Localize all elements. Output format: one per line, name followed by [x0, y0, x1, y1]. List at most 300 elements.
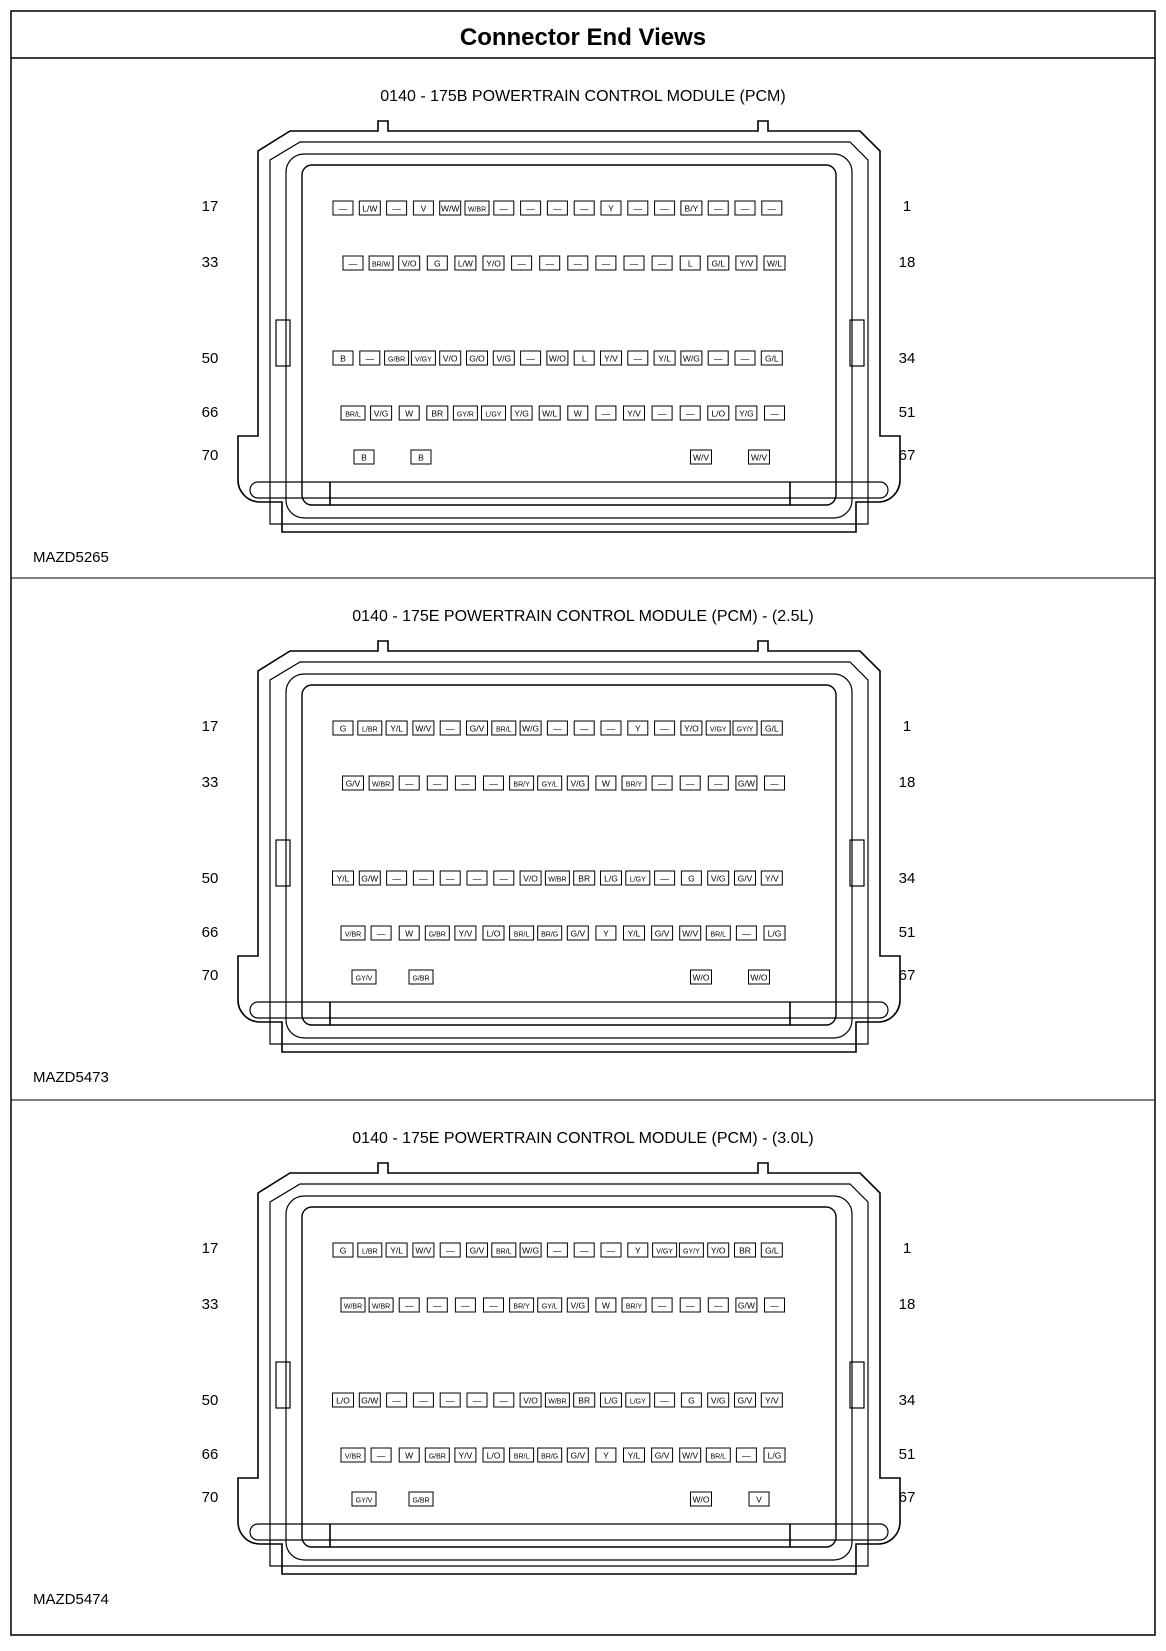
- wire-color-label: G/V: [345, 778, 361, 789]
- pin-number-right: 51: [898, 924, 916, 941]
- wire-color-label: W/L: [766, 258, 783, 269]
- wire-color-label: G/L: [711, 258, 726, 269]
- pin-cavity: [413, 1393, 433, 1407]
- wire-color-label: G/W: [361, 1395, 379, 1406]
- wire-color-label: G/V: [570, 1450, 586, 1461]
- pin-cavity: [467, 871, 487, 885]
- pin-cavity: [574, 1393, 595, 1407]
- wire-color-label: W/V: [682, 928, 699, 939]
- pin-cavity: [399, 776, 419, 790]
- pin-cavity: [343, 256, 363, 270]
- mounting-flange: [250, 482, 888, 498]
- wire-color-label: L/G: [767, 1450, 782, 1461]
- pin-number-left: 17: [201, 198, 219, 215]
- wire-color-label: V/GY: [709, 726, 727, 734]
- pin-cavity: [601, 1393, 622, 1407]
- wire-color-label: GY/V: [355, 975, 373, 983]
- wire-color-label: —: [472, 1395, 482, 1406]
- pin-cavity: [440, 201, 461, 215]
- pin-cavity: [733, 721, 757, 735]
- wire-color-label: BR: [431, 408, 444, 419]
- pin-number-right: 67: [898, 447, 916, 464]
- pin-cavity: [574, 201, 594, 215]
- wire-color-label: L/G: [767, 928, 782, 939]
- pin-cavity: [736, 776, 757, 790]
- figure-id: MAZD5473: [33, 1069, 109, 1086]
- pin-cavity: [761, 1243, 782, 1257]
- pin-cavity: [708, 1298, 728, 1312]
- pin-cavity: [538, 776, 562, 790]
- pin-cavity: [455, 1298, 475, 1312]
- side-latch: [276, 320, 290, 366]
- pin-cavity: [652, 776, 672, 790]
- wire-color-label: G/O: [469, 353, 485, 364]
- wire-color-label: —: [740, 353, 750, 364]
- pin-number-left: 66: [201, 924, 219, 941]
- pin-cavity: [465, 201, 489, 215]
- pin-cavity: [601, 201, 621, 215]
- pin-cavity: [735, 1393, 756, 1407]
- pin-cavity: [706, 926, 730, 940]
- wire-color-label: —: [499, 203, 509, 214]
- pin-cavity: [652, 926, 673, 940]
- pin-cavity: [545, 871, 569, 885]
- wire-color-label: Y: [603, 928, 609, 939]
- wire-color-label: —: [419, 873, 428, 884]
- pin-cavity: [413, 721, 434, 735]
- pin-cavity: [341, 926, 365, 940]
- wire-color-label: G/BR: [412, 975, 430, 983]
- side-latch: [276, 1362, 290, 1408]
- pin-cavity: [736, 256, 757, 270]
- wire-color-label: Y/L: [336, 873, 350, 884]
- pin-cavity: [626, 871, 650, 885]
- pin-cavity: [369, 256, 393, 270]
- pin-cavity: [493, 351, 514, 365]
- connector-housing: [238, 1163, 900, 1574]
- wire-color-label: W: [573, 408, 582, 419]
- connector-title: 0140 - 175B POWERTRAIN CONTROL MODULE (PCM): [380, 88, 786, 105]
- pin-number-right: 1: [902, 718, 912, 735]
- pin-cavity: [413, 201, 433, 215]
- pin-cavity: [358, 1243, 382, 1257]
- pin-cavity: [652, 1448, 673, 1462]
- wire-color-label: —: [770, 778, 779, 789]
- wire-color-label: Y/L: [627, 928, 641, 939]
- pin-number-right: 1: [902, 198, 912, 215]
- pin-cavity: [749, 1492, 769, 1506]
- wire-color-label: G: [433, 258, 441, 269]
- pin-number-left: 33: [201, 774, 219, 791]
- wire-color-label: Y/V: [627, 408, 641, 419]
- wire-color-label: W: [601, 778, 610, 789]
- pin-cavity: [681, 721, 702, 735]
- wire-color-label: —: [579, 1245, 589, 1256]
- housing-inner-rim: [270, 142, 868, 524]
- wire-color-label: G/W: [737, 778, 755, 789]
- wire-color-label: —: [713, 203, 723, 214]
- pin-cavity: [427, 776, 447, 790]
- wire-color-label: —: [606, 723, 616, 734]
- pin-cavity: [708, 1243, 729, 1257]
- wire-color-label: —: [740, 203, 750, 214]
- wire-color-label: BR/L: [513, 931, 530, 939]
- wire-color-label: BR/L: [496, 1248, 512, 1256]
- wire-color-label: L/O: [486, 928, 501, 939]
- pin-cavity: [601, 871, 622, 885]
- pin-cavity: [455, 1448, 476, 1462]
- pin-cavity: [520, 871, 541, 885]
- wire-color-label: —: [499, 873, 509, 884]
- wire-color-label: G/V: [469, 723, 485, 734]
- pin-cavity: [484, 776, 504, 790]
- pin-number-right: 34: [898, 350, 916, 367]
- pin-cavity: [545, 1393, 569, 1407]
- pin-number-left: 66: [201, 1446, 219, 1463]
- pin-cavity: [453, 406, 477, 420]
- wire-color-label: W/V: [682, 1450, 699, 1461]
- housing-inner-rim: [270, 1184, 868, 1566]
- wire-color-label: —: [445, 1245, 455, 1256]
- wire-color-label: G/V: [654, 928, 670, 939]
- pin-cavity: [440, 1393, 460, 1407]
- pin-cavity: [387, 1393, 407, 1407]
- wire-color-label: —: [517, 258, 526, 269]
- pin-cavity: [568, 256, 588, 270]
- wire-color-label: —: [657, 258, 667, 269]
- pin-cavity: [511, 406, 532, 420]
- pin-cavity: [399, 1298, 419, 1312]
- pin-cavity: [655, 1393, 675, 1407]
- pin-cavity: [354, 450, 374, 464]
- pin-cavity: [358, 721, 382, 735]
- pin-cavity: [510, 926, 534, 940]
- pin-cavity: [369, 776, 393, 790]
- wire-color-label: G/V: [570, 928, 586, 939]
- pin-cavity: [708, 406, 729, 420]
- wire-color-label: BR/L: [710, 931, 727, 939]
- connector-title: 0140 - 175E POWERTRAIN CONTROL MODULE (PCM) - (3.0L): [352, 1130, 814, 1147]
- wire-color-label: —: [433, 1300, 442, 1311]
- wire-color-label: GY/Y: [683, 1248, 700, 1256]
- wire-color-label: B/Y: [684, 203, 699, 214]
- wire-color-label: Y: [634, 1245, 641, 1256]
- wire-color-label: —: [472, 873, 482, 884]
- wire-color-label: BR/W: [371, 261, 391, 269]
- pin-cavity: [371, 406, 392, 420]
- pin-cavity: [440, 351, 461, 365]
- pin-cavity: [567, 1298, 588, 1312]
- wire-color-label: BR/G: [541, 1453, 559, 1461]
- wire-color-label: L: [581, 353, 587, 364]
- pin-cavity: [765, 776, 785, 790]
- pin-cavity: [708, 256, 729, 270]
- wire-color-label: —: [526, 203, 535, 214]
- pin-number-left: 17: [201, 718, 219, 735]
- wire-color-label: BR: [578, 1395, 591, 1406]
- pin-cavity: [413, 871, 433, 885]
- pin-cavity: [764, 256, 785, 270]
- pin-cavity: [761, 871, 782, 885]
- pin-cavity: [652, 406, 672, 420]
- wire-color-label: BR: [578, 873, 591, 884]
- pin-cavity: [736, 1448, 756, 1462]
- wire-color-label: L/G: [604, 873, 618, 884]
- wire-color-label: B: [340, 353, 346, 364]
- pin-cavity: [601, 1243, 621, 1257]
- wire-color-label: BR/Y: [625, 1303, 643, 1311]
- wire-color-label: —: [433, 778, 442, 789]
- pin-cavity: [681, 1393, 701, 1407]
- pin-cavity: [409, 1492, 433, 1506]
- pin-number-right: 18: [898, 774, 916, 791]
- pin-cavity: [567, 1448, 588, 1462]
- connector-housing: [238, 641, 900, 1052]
- wire-color-label: L/BR: [362, 726, 378, 734]
- wire-color-label: —: [499, 1395, 509, 1406]
- housing-outer: [238, 1163, 900, 1574]
- pin-cavity: [680, 1448, 701, 1462]
- pin-cavity: [484, 1298, 504, 1312]
- pin-number-left: 50: [201, 350, 219, 367]
- pin-cavity: [601, 351, 622, 365]
- wire-color-label: W/V: [415, 723, 432, 734]
- wire-color-label: Y/L: [390, 723, 403, 734]
- wire-color-label: Y/O: [684, 723, 699, 734]
- wire-color-label: BR/Y: [513, 1303, 530, 1311]
- pin-cavity: [411, 450, 431, 464]
- wire-color-label: G/W: [361, 873, 379, 884]
- pin-cavity: [427, 256, 447, 270]
- pin-cavity: [455, 776, 475, 790]
- wire-color-label: —: [601, 258, 611, 269]
- pin-cavity: [761, 721, 782, 735]
- wire-color-label: G/BR: [412, 1497, 430, 1505]
- pin-cavity: [467, 351, 488, 365]
- pin-cavity: [761, 351, 782, 365]
- wire-color-label: —: [657, 408, 667, 419]
- wire-color-label: V/O: [523, 873, 538, 884]
- wire-color-label: W: [405, 1450, 414, 1461]
- wire-color-label: —: [633, 203, 643, 214]
- wire-color-label: —: [445, 723, 455, 734]
- pin-cavity: [520, 1393, 541, 1407]
- pin-cavity: [411, 351, 435, 365]
- pin-cavity: [652, 1298, 672, 1312]
- side-latch: [276, 840, 290, 886]
- pin-cavity: [333, 721, 353, 735]
- pin-cavity: [520, 721, 541, 735]
- wire-color-label: —: [660, 873, 669, 884]
- pin-cavity: [359, 871, 380, 885]
- pin-cavity: [427, 1298, 447, 1312]
- pin-cavity: [626, 1393, 650, 1407]
- pin-cavity: [568, 406, 588, 420]
- wire-color-label: W/O: [692, 1494, 710, 1505]
- pin-cavity: [483, 926, 504, 940]
- housing-outer: [238, 121, 900, 532]
- pin-cavity: [538, 1448, 562, 1462]
- pin-number-left: 70: [201, 447, 219, 464]
- pin-cavity: [547, 351, 568, 365]
- wire-color-label: W/BR: [371, 781, 391, 789]
- wire-color-label: V/G: [710, 873, 726, 884]
- wire-color-label: —: [553, 203, 562, 214]
- wire-color-label: L/GY: [629, 876, 646, 884]
- pin-cavity: [680, 406, 700, 420]
- wire-color-label: —: [526, 353, 535, 364]
- wire-color-label: —: [742, 1450, 751, 1461]
- wire-color-label: —: [573, 258, 583, 269]
- wire-color-label: L/W: [362, 203, 378, 214]
- wire-color-label: —: [770, 1300, 779, 1311]
- wire-color-label: L/GY: [485, 411, 502, 419]
- pin-number-right: 1: [902, 1240, 912, 1257]
- pin-cavity: [601, 721, 621, 735]
- wire-color-label: Y: [603, 1450, 609, 1461]
- pin-cavity: [653, 1243, 677, 1257]
- pin-cavity: [691, 970, 712, 984]
- pin-cavity: [371, 926, 391, 940]
- pin-cavity: [596, 256, 616, 270]
- wire-color-label: Y/V: [739, 258, 754, 269]
- wire-color-label: G: [688, 1395, 695, 1406]
- wire-color-label: —: [657, 1300, 667, 1311]
- pin-cavity: [764, 1448, 785, 1462]
- pin-cavity: [680, 1298, 700, 1312]
- wire-color-label: —: [685, 778, 695, 789]
- wire-color-label: L/O: [336, 1395, 350, 1406]
- pin-cavity: [567, 926, 588, 940]
- page-title: Connector End Views: [459, 24, 707, 51]
- pin-cavity: [681, 201, 702, 215]
- wire-color-label: —: [767, 203, 777, 214]
- wire-color-label: —: [742, 928, 751, 939]
- pin-cavity: [735, 201, 755, 215]
- pin-cavity: [765, 1298, 785, 1312]
- pin-number-left: 70: [201, 1489, 219, 1506]
- pin-cavity: [574, 1243, 594, 1257]
- wire-color-label: —: [338, 203, 348, 214]
- pin-cavity: [655, 871, 675, 885]
- wire-color-label: V/O: [442, 353, 458, 364]
- pin-cavity: [736, 926, 756, 940]
- pin-cavity: [706, 721, 730, 735]
- wire-color-label: —: [553, 1245, 562, 1256]
- wire-color-label: Y/V: [764, 873, 779, 884]
- wire-color-label: W/V: [415, 1245, 432, 1256]
- wire-color-label: W: [405, 928, 414, 939]
- sheet-border: [11, 11, 1155, 1635]
- pin-cavity: [341, 1298, 365, 1312]
- pin-cavity: [409, 970, 433, 984]
- wire-color-label: —: [579, 723, 589, 734]
- pin-cavity: [333, 351, 353, 365]
- pin-cavity: [399, 1448, 419, 1462]
- wire-color-label: Y/G: [514, 408, 529, 419]
- wire-color-label: L/O: [711, 408, 726, 419]
- wire-color-label: W/L: [542, 408, 558, 419]
- pin-cavity: [494, 1393, 514, 1407]
- pin-cavity: [385, 351, 409, 365]
- pin-cavity: [538, 1298, 562, 1312]
- wire-color-label: —: [685, 408, 695, 419]
- pin-cavity: [399, 406, 419, 420]
- wire-color-label: GY/L: [541, 781, 558, 789]
- wire-color-label: —: [392, 203, 401, 214]
- wire-color-label: —: [489, 1300, 498, 1311]
- wire-color-label: G/W: [737, 1300, 755, 1311]
- wire-color-label: W/BR: [548, 876, 567, 884]
- wire-color-label: Y/V: [764, 1395, 779, 1406]
- pin-cavity: [352, 970, 376, 984]
- wire-color-label: —: [392, 873, 401, 884]
- pin-cavity: [427, 406, 448, 420]
- wire-color-label: V/O: [523, 1395, 538, 1406]
- wire-color-label: —: [606, 1245, 616, 1256]
- wire-color-label: —: [601, 408, 611, 419]
- pin-cavity: [510, 776, 534, 790]
- wire-color-label: Y: [634, 723, 641, 734]
- pin-cavity: [691, 1492, 712, 1506]
- wire-color-label: L/O: [486, 1450, 501, 1461]
- wire-color-label: —: [629, 258, 639, 269]
- pin-cavity: [333, 871, 354, 885]
- pin-number-left: 50: [201, 870, 219, 887]
- pin-number-right: 18: [898, 254, 916, 271]
- pin-number-left: 70: [201, 967, 219, 984]
- pin-cavity: [455, 256, 476, 270]
- wire-color-label: BR/L: [513, 1453, 530, 1461]
- pin-cavity: [494, 871, 514, 885]
- pin-cavity: [622, 776, 646, 790]
- pin-cavity: [691, 450, 712, 464]
- figure-id: MAZD5265: [33, 549, 109, 566]
- pin-cavity: [574, 721, 594, 735]
- wire-color-label: BR/Y: [625, 781, 643, 789]
- pin-cavity: [628, 721, 648, 735]
- wire-color-label: —: [714, 1300, 723, 1311]
- pin-cavity: [596, 926, 616, 940]
- wire-color-label: G/BR: [428, 1453, 446, 1461]
- pin-cavity: [736, 406, 757, 420]
- pin-cavity: [622, 1298, 646, 1312]
- pin-cavity: [352, 1492, 376, 1506]
- wire-color-label: —: [404, 778, 414, 789]
- wire-color-label: BR/L: [710, 1453, 727, 1461]
- wire-color-label: V/G: [373, 408, 389, 419]
- wire-color-label: —: [461, 778, 470, 789]
- wire-color-label: W/O: [548, 353, 566, 364]
- pin-cavity: [494, 201, 514, 215]
- pin-cavity: [425, 1448, 449, 1462]
- wire-color-label: L/W: [457, 258, 473, 269]
- wire-color-label: Y/L: [658, 353, 671, 364]
- wire-color-label: Y/V: [604, 353, 618, 364]
- wire-color-label: V/GY: [415, 356, 432, 364]
- wire-color-label: V/G: [496, 353, 512, 364]
- pin-cavity: [399, 256, 420, 270]
- wire-color-label: V/G: [570, 778, 586, 789]
- pin-cavity: [333, 1243, 353, 1257]
- wire-color-label: —: [714, 778, 723, 789]
- wire-color-label: G/L: [764, 353, 779, 364]
- pin-cavity: [440, 1243, 460, 1257]
- wire-color-label: B: [418, 452, 424, 463]
- wire-color-label: Y/L: [627, 1450, 641, 1461]
- pin-cavity: [680, 256, 700, 270]
- wire-color-label: —: [657, 778, 667, 789]
